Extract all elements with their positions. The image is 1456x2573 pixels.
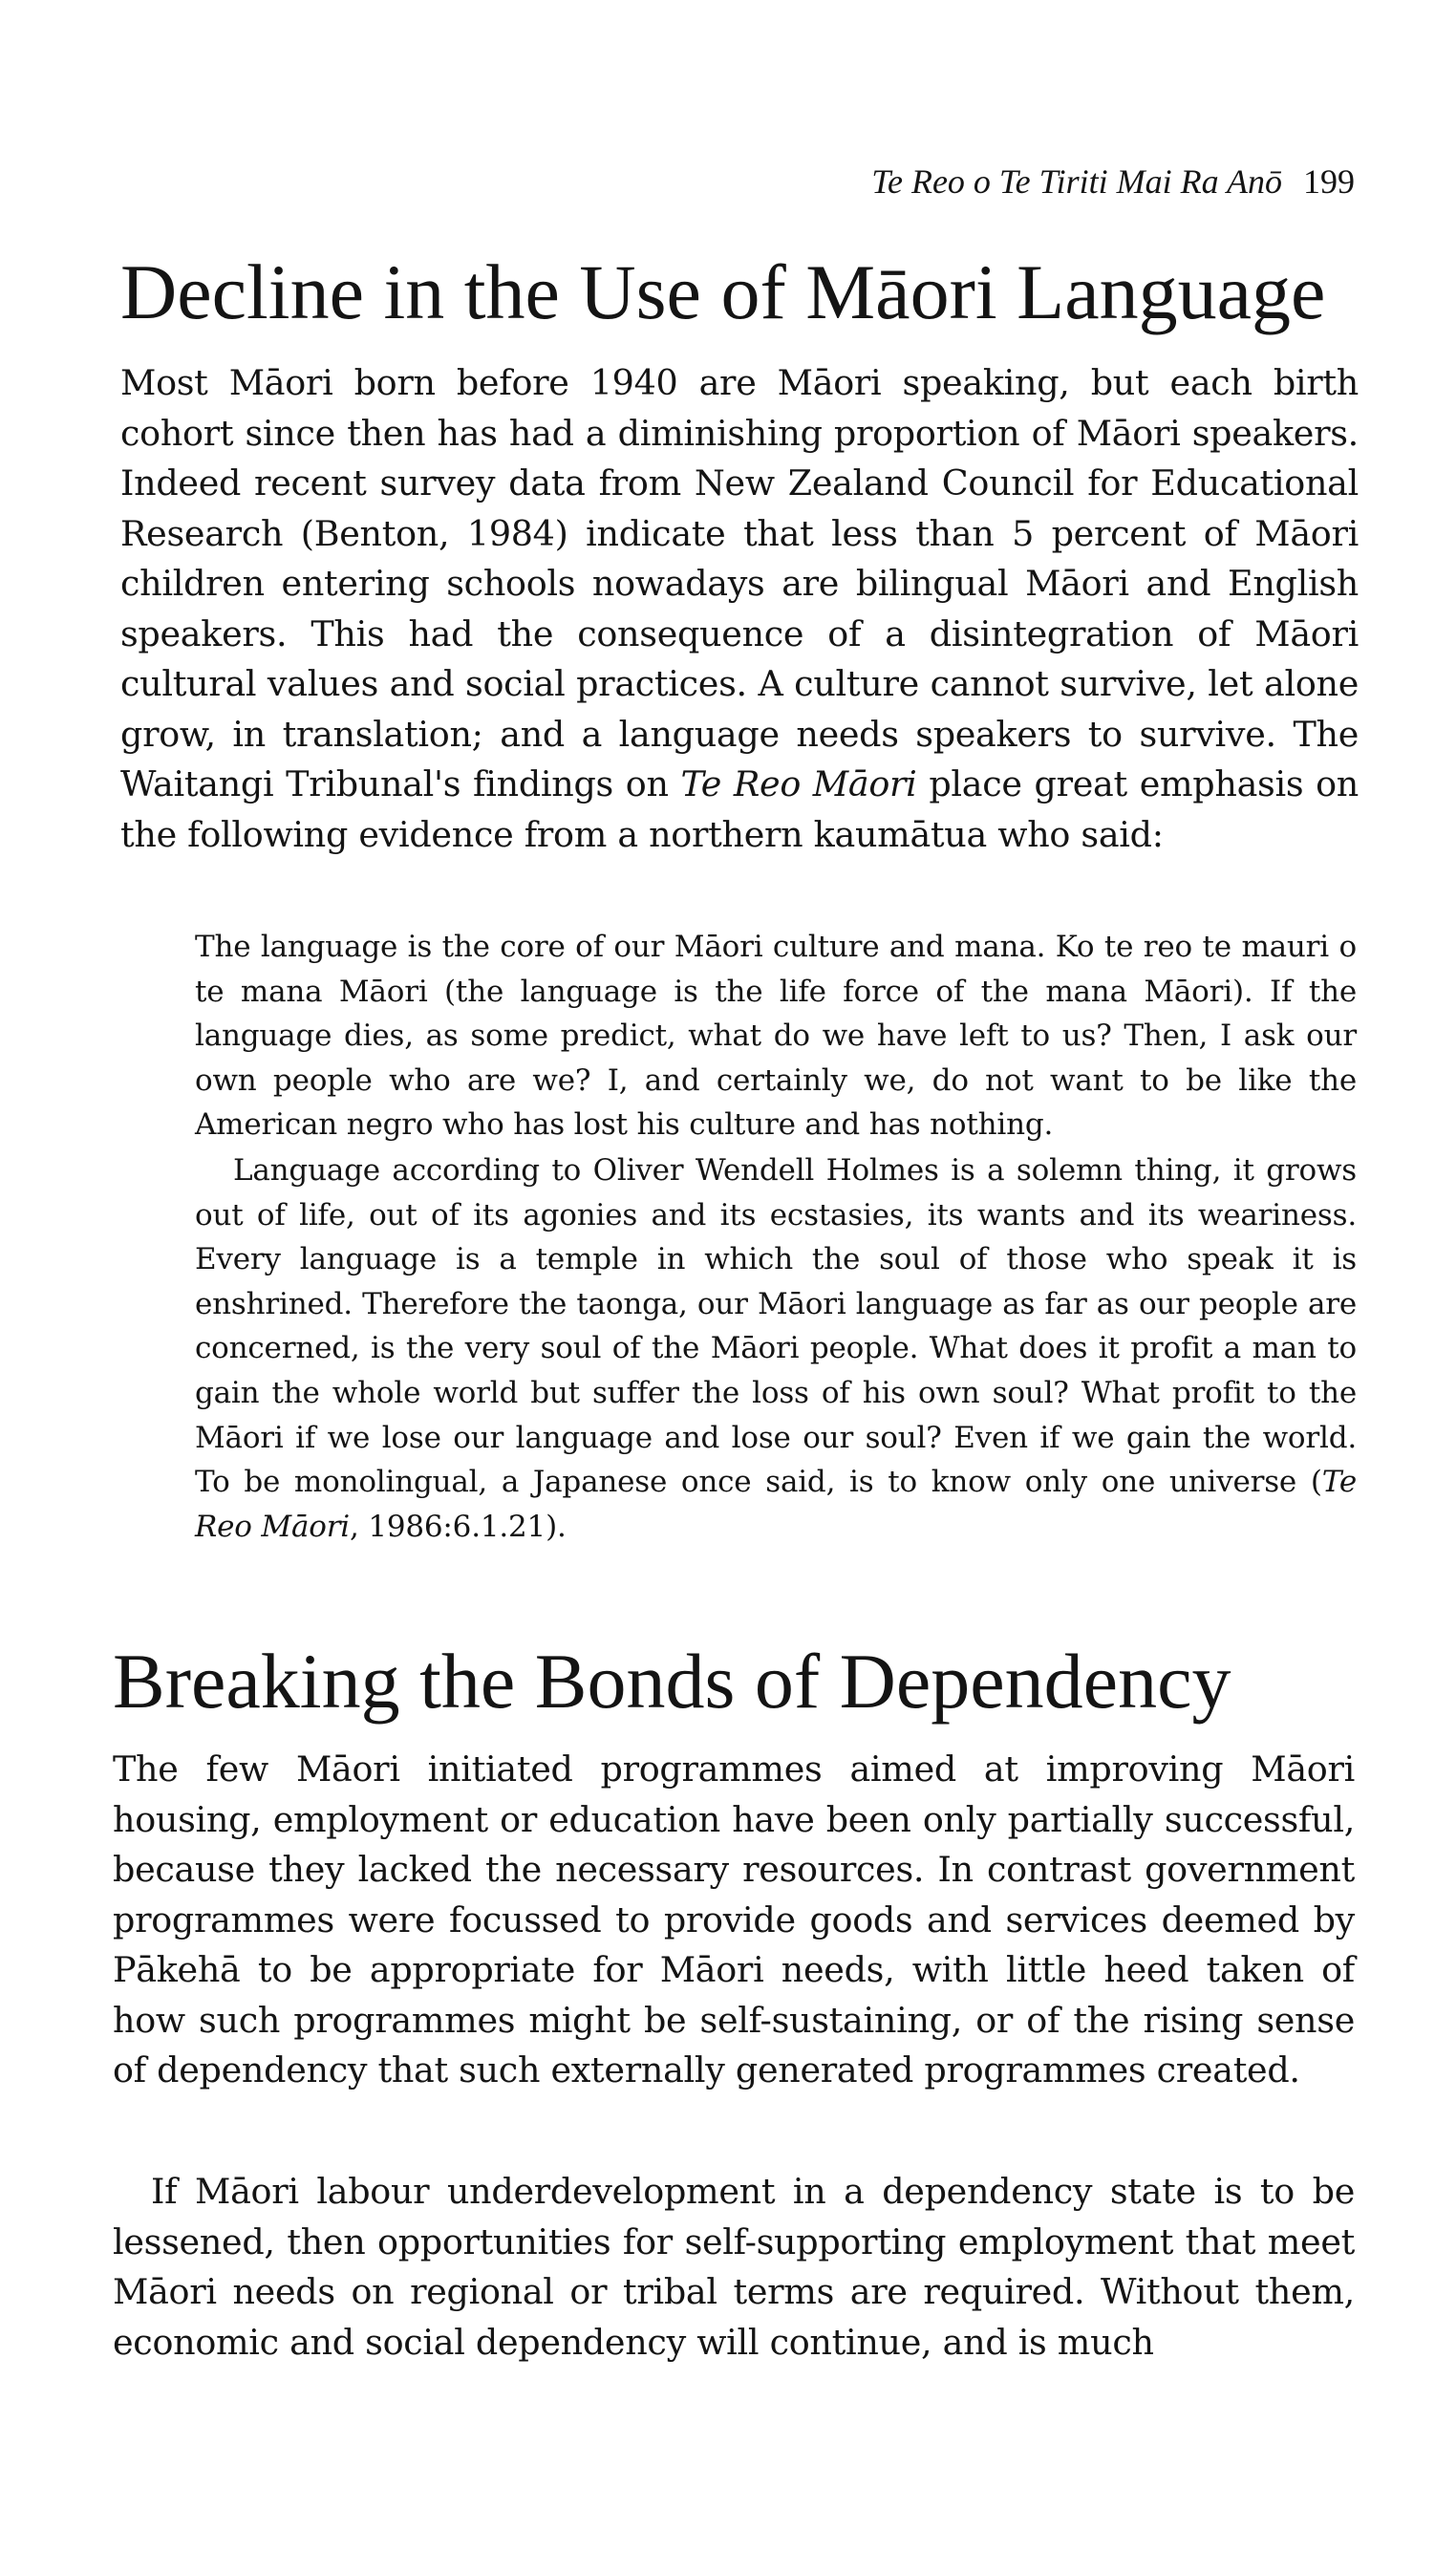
quote-text: , 1986:6.1.21). [350,1509,567,1544]
body-text: Most Māori born before 1940 are Māori speaking, but each birth cohort since then has had a diminishing proportion of Māori speakers. Indeed recent survey data from New Zealand Council for Educational Research (Benton, 1984) indicate that less than 5 percent of Māori children entering schools nowadays are bilingual Māori and English speakers. This had the consequence of a disintegration of Māori cultural values and social practices. A culture cannot survive, let alone grow, in translation; and a language needs speakers to survive. The Waitangi Tribunal's findings on [120,362,1359,804]
block-quote-paragraph-2 [195,1148,1357,1549]
running-head-title: Te Reo o Te Tiriti Mai Ra Anō [871,162,1282,201]
quote-text: Language according to Oliver Wendell Holmes is a solemn thing, it grows out of life, out of its agonies and its ecstasies, its wants and its weariness. Every language is a temple in which the soul of those who speak it is enshrined. Therefore the taonga, our Māori language as far as our people are concerned, is the very soul of the Māori people. What does it profit a man to gain the whole world but suffer the loss of his own soul? What profit to the Māori if we lose our language and lose our soul? Even if we gain the world. To be monolingual, a Japanese once said, is to know only one universe ( [195,1153,1357,1500]
block-quote-paragraph-1: The language is the core of our Māori culture and mana. Ko te reo te mauri o te mana Māori (the language is the life force of the mana Māori). If the language dies, as some predict, what do we have left to us? Then, I ask our own people who are we? I, and certainly we, do not want to be like the American negro who has lost his culture and has nothing. [195,930,1357,1143]
page-number: 199 [1303,162,1355,201]
body-text: place great emphasis on the following evidence from a northern kaumātua who said: [120,763,1359,855]
italic-citation-title: Te Reo Māori [195,1465,1357,1544]
section-heading-dependency: Breaking the Bonds of Dependency [113,1638,1231,1725]
body-paragraph-dependency-2: If Māori labour underdevelopment in a dependency state is to be lessened, then opportunities for self-supporting employment that meet Māori needs on regional or tribal terms are required. Without them, economic and social dependency will continue, and is much [113,2171,1355,2363]
body-paragraph-decline [120,358,1359,860]
body-paragraph-dependency-1: The few Māori initiated programmes aimed at improving Māori housing, employment or education have been only partially successful, because they lacked the necessary resources. In contrast government programmes were focussed to provide goods and services deemed by Pākehā to be appropriate for Māori needs, with little heed taken of how such programmes might be self-sustaining, or of the rising sense of dependency that such externally generated programmes created. [113,1748,1355,2091]
italic-title-te-reo-maori: Te Reo Māori [680,763,917,804]
running-head [122,161,1355,203]
section-heading-decline: Decline in the Use of Māori Language [120,248,1326,335]
